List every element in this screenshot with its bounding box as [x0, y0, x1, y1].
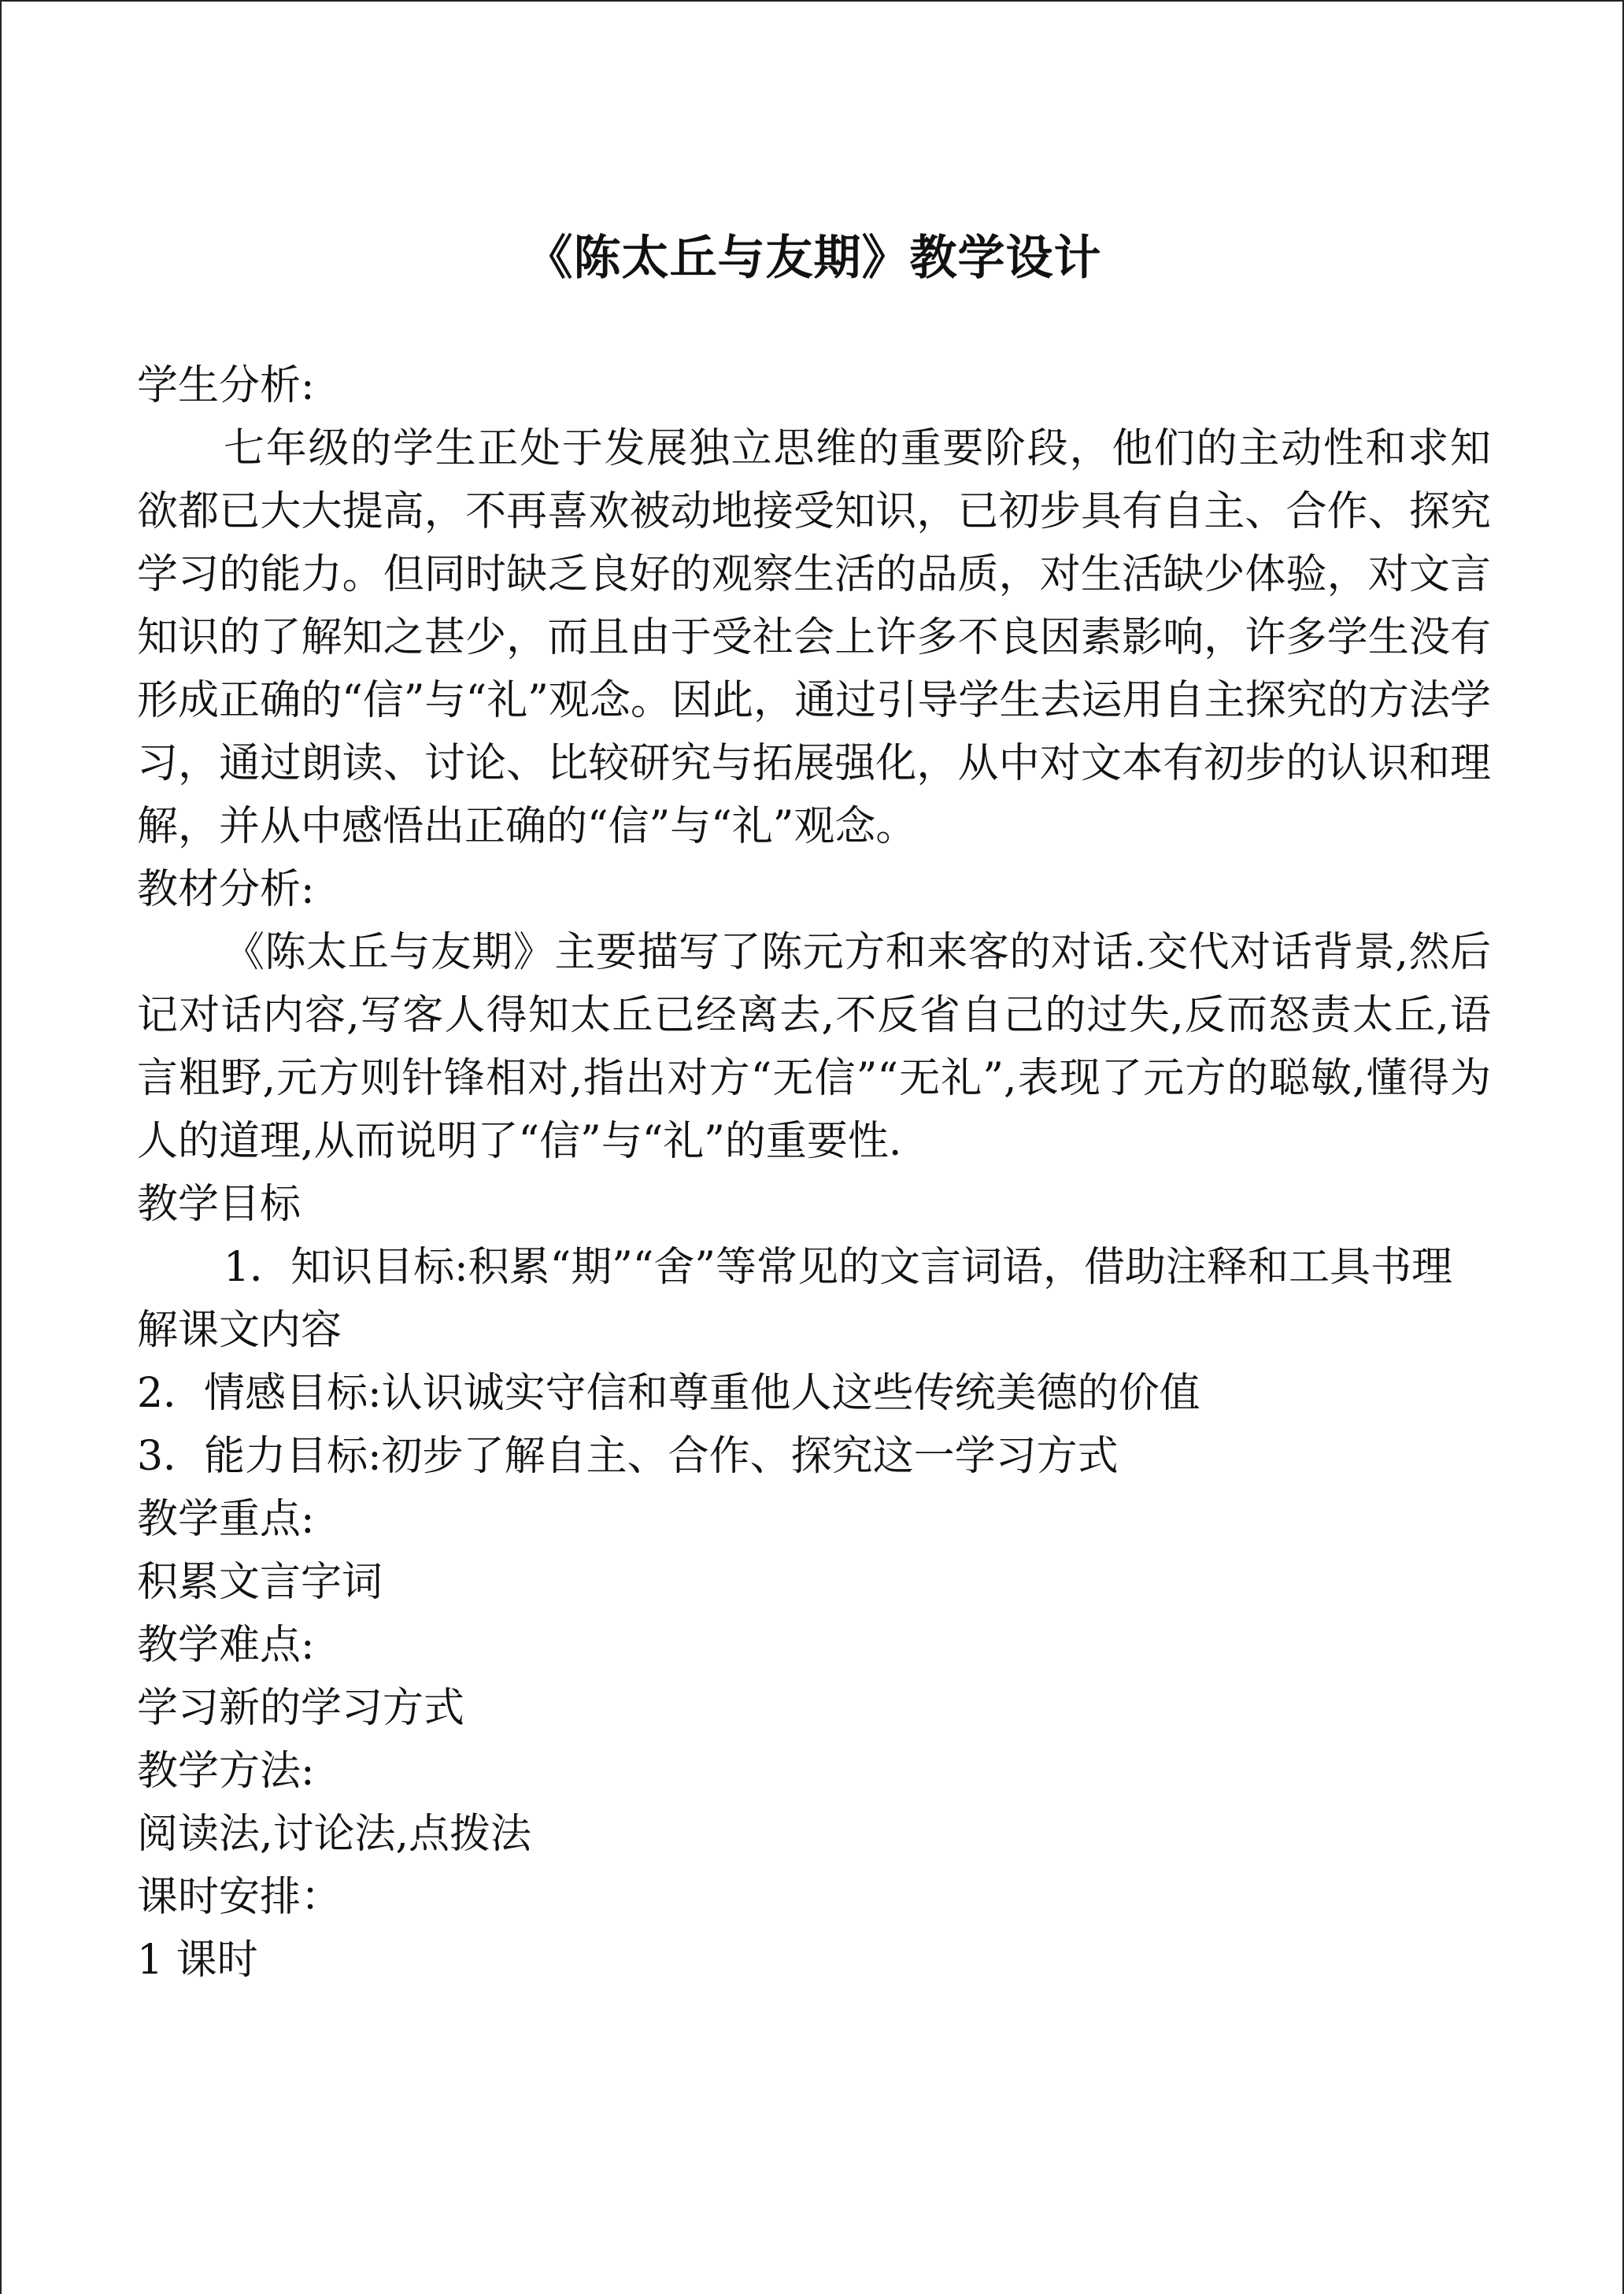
- schedule-heading: 课时安排：: [137, 1874, 342, 1921]
- difficulties-heading: 教学难点:: [137, 1622, 315, 1669]
- methods-heading: 教学方法:: [137, 1748, 315, 1795]
- material-analysis-heading: 教材分析:: [137, 866, 315, 913]
- document-title: 《陈太丘与友期》教学设计: [525, 231, 1102, 286]
- schedule-text: 1 课时: [137, 1937, 258, 1984]
- key-points-text: 积累文言字词: [137, 1559, 383, 1606]
- methods-text: 阅读法,讨论法,点拨法: [137, 1811, 532, 1858]
- teaching-goals-heading: 教学目标: [137, 1181, 301, 1228]
- teaching-goal-item: 1．知识目标:积累“期”“舍”等常见的文言词语，借助注释和工具书理解课文内容: [137, 1244, 1452, 1354]
- student-analysis-heading: 学生分析:: [137, 362, 315, 409]
- teaching-goal-item: 2．情感目标:认识诚实守信和尊重他人这些传统美德的价值: [137, 1370, 1200, 1417]
- difficulties-text: 学习新的学习方式: [137, 1685, 465, 1732]
- material-analysis-paragraph: 《陈太丘与友期》主要描写了陈元方和来客的对话.交代对话背景,然后记对话内容,写客人得知太丘已经离去,不反省自己的过失,反而怒责太丘,语言粗野,元方则针锋相对,指出对方“无信”“无礼”,表现了元方的聪敏,懂得为人的道理,从而说明了“信”与“礼”的重要性.: [137, 929, 1491, 1165]
- teaching-goal-item: 3．能力目标:初步了解自主、合作、探究这一学习方式: [137, 1433, 1119, 1480]
- student-analysis-paragraph: 七年级的学生正处于发展独立思维的重要阶段，他们的主动性和求知欲都已大大提高，不再喜欢被动地接受知识，已初步具有自主、合作、探究学习的能力。但同时缺乏良好的观察生活的品质，对生活缺少体验，对文言知识的了解知之甚少，而且由于受社会上许多不良因素影响，许多学生没有形成正确的“信”与“礼”观念。因此，通过引导学生去运用自主探究的方法学习，通过朗读、讨论、比较研究与拓展强化，从中对文本有初步的认识和理解，并从中感悟出正确的“信”与“礼”观念。: [137, 425, 1491, 850]
- document-body: [137, 354, 1491, 1992]
- key-points-heading: 教学重点:: [137, 1496, 315, 1543]
